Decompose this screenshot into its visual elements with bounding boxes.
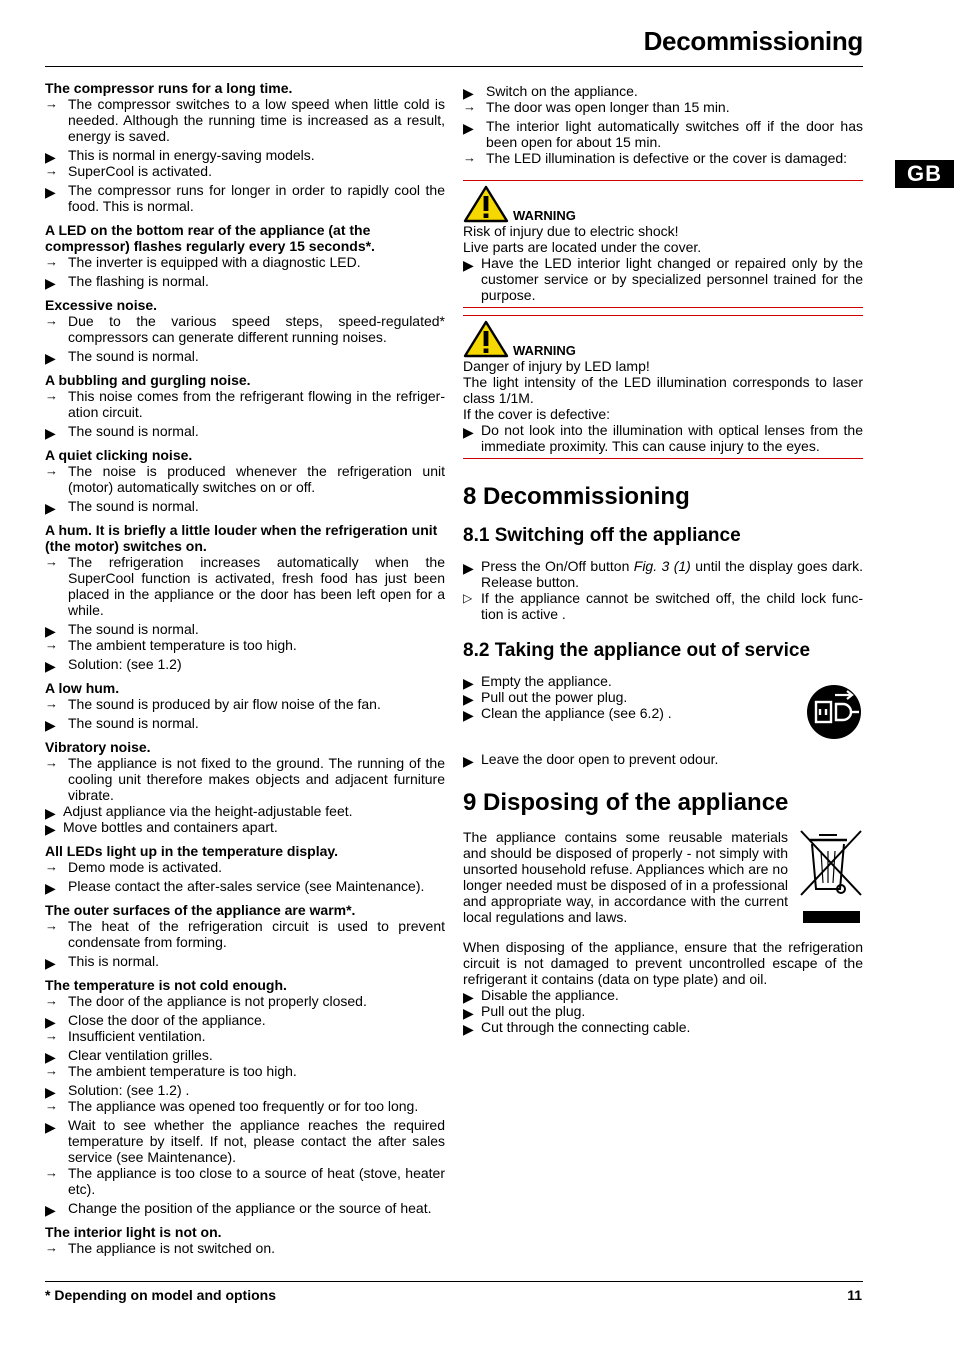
list-item: ▶ Pull out the power plug. [463, 689, 628, 707]
header-rule [45, 66, 863, 67]
list-item: ▶ Please contact the after-sales service (see Maintenance). [45, 878, 425, 896]
list-item: ▶ This is normal. [45, 953, 160, 971]
problem-heading: Excessive noise. [45, 297, 158, 313]
list-item: → The appliance was opened too frequently or for too long. [45, 1098, 419, 1114]
list-item: → The inverter is equipped with a diagnostic LED. [45, 254, 361, 270]
list-item: → The refrigeration increases automatically when the SuperCool function is activated, fresh food has just been placed in the appliance or the door has been left open for a while. [45, 554, 445, 618]
list-item: → The appliance is not switched on. [45, 1240, 276, 1256]
list-item: → The noise is produced whenever the refrigeration unit (motor) automatically switches on or off. [45, 463, 445, 495]
list-item: ▶ Clean the appliance (see 6.2) . [463, 705, 672, 723]
warning-label: WARNING [513, 343, 576, 358]
list-item: ▶ Leave the door open to prevent odour. [463, 751, 719, 769]
list-item: → This noise comes from the refrigerant flowing in the refriger-ation circuit. [45, 388, 445, 420]
warning-text: Risk of injury due to electric shock! [463, 223, 679, 239]
list-item: ▶ Clear ventilation grilles. [45, 1047, 213, 1065]
list-item: ▶ Wait to see whether the appliance reaches the required temperature by itself. If not, please contact the after sales service (see Maintenance). [45, 1117, 445, 1165]
interior-light-items [463, 83, 863, 166]
list-item: → Due to the various speed steps, speed-regulated* compressors can generate different running noises. [45, 313, 445, 345]
problem-heading: All LEDs light up in the temperature display. [45, 843, 339, 859]
problem-heading: Vibratory noise. [45, 739, 151, 755]
figure-reference: Fig. 3 (1) [633, 558, 691, 574]
list-item: ▶ The sound is normal. [45, 348, 199, 366]
problem-heading: A hum. It is briefly a little louder when the refrigeration unit (the motor) switches on. [45, 522, 438, 554]
troubleshooting-column [45, 80, 445, 1256]
list-item: ▶ The sound is normal. [45, 621, 199, 639]
switch-off-step: ▶ Press the On/Off button Fig. 3 (1) until the display goes dark. Release button. [463, 558, 864, 590]
warning-text: Live parts are located under the cover. [463, 239, 702, 255]
section-8-heading: 8 Decommissioning [463, 483, 690, 510]
list-item: ▶ The sound is normal. [45, 715, 199, 733]
list-item: ▶ The sound is normal. [45, 423, 199, 441]
list-item: ▶ The flashing is normal. [45, 273, 209, 291]
warning-text: Danger of injury by LED lamp! [463, 358, 650, 374]
right-column [463, 80, 863, 1035]
list-item: → The sound is produced by air flow noise of the fan. [45, 696, 381, 712]
warning-step: ▶ Do not look into the illumination with optical lenses from the immediate proximity. This can cause injury to the eyes. [463, 422, 863, 454]
problem-heading: The compressor runs for a long time. [45, 80, 293, 96]
list-item: → The ambient temperature is too high. [45, 637, 297, 653]
section-9-heading: 9 Disposing of the appliance [463, 789, 789, 816]
list-item: ▶ Cut through the connecting cable. [463, 1019, 691, 1037]
problem-heading: A LED on the bottom rear of the appliance (at the compressor) flashes regularly every 15 seconds*. [45, 222, 375, 254]
footer-rule [45, 1281, 863, 1282]
list-item: → The compressor switches to a low speed when little cold is needed. Although the running time is increased as a result, energy is saved. [45, 96, 445, 144]
problem-heading: A low hum. [45, 680, 120, 696]
problem-heading: A quiet clicking noise. [45, 447, 193, 463]
switch-off-result: ▷ If the appliance cannot be switched off, the child lock func-tion is active . [463, 590, 863, 622]
page-title: Decommissioning [643, 26, 863, 56]
warning-box-led [463, 315, 863, 459]
list-item: ▶ The sound is normal. [45, 498, 199, 516]
list-item: ▶ Adjust appliance via the height-adjustable feet. [45, 803, 353, 821]
list-item: ▶ Close the door of the appliance. [45, 1012, 266, 1030]
list-item: ▶ Solution: (see 1.2) . [45, 1082, 190, 1100]
list-item: ▶ The interior light automatically switches off if the door has been open for about 15 min. [463, 118, 863, 150]
list-item: → The heat of the refrigeration circuit is used to prevent condensate from forming. [45, 918, 445, 950]
list-item: → Demo mode is activated. [45, 859, 223, 875]
page-number: 11 [847, 1287, 862, 1303]
warning-triangle-icon [463, 320, 509, 358]
list-item: ▶ Switch on the appliance. [463, 83, 638, 101]
disposal-paragraph: The appliance contains some reusable materials and should be disposed of properly - not simply with unsorted household refuse. Appliances which are no longer needed must be disposed of in a professional and appropriate way, in accordance with the current local regulations and laws. [463, 829, 788, 925]
problem-heading: The outer surfaces of the appliance are warm*. [45, 902, 356, 918]
warning-box-electric [463, 180, 863, 308]
disposal-block [463, 829, 863, 925]
list-item: → The appliance is not fixed to the ground. The running of the cooling unit therefore makes objects and adjacent furniture vibrate. [45, 755, 445, 803]
list-item: ▶ Solution: (see 1.2) [45, 656, 182, 674]
list-item: → The ambient temperature is too high. [45, 1063, 297, 1079]
list-item: ▶ This is normal in energy-saving models. [45, 147, 315, 165]
list-item: ▶ Empty the appliance. [463, 673, 612, 691]
list-item: → SuperCool is activated. [45, 163, 212, 179]
section-8-2-heading: 8.2 Taking the appliance out of service [463, 640, 811, 661]
out-of-service-steps [463, 673, 863, 767]
list-item: → The door was open longer than 15 min. [463, 99, 730, 115]
warning-label: WARNING [513, 208, 576, 223]
warning-step: ▶ Have the LED interior light changed or repaired only by the customer service or by specialized personnel trained for the purpose. [463, 255, 863, 303]
list-item: → The appliance is too close to a source of heat (stove, heater etc). [45, 1165, 445, 1197]
list-item: → Insufficient ventilation. [45, 1028, 206, 1044]
warning-text: If the cover is defective: [463, 406, 611, 422]
list-item: ▶ Move bottles and containers apart. [45, 819, 278, 837]
list-item: ▶ Disable the appliance. [463, 987, 619, 1005]
warning-text: The light intensity of the LED illumination corresponds to laser class 1/1M. [463, 374, 863, 406]
section-8-1-heading: 8.1 Switching off the appliance [463, 525, 741, 546]
disposal-paragraph: When disposing of the appliance, ensure that the refrigeration circuit is not damaged to prevent uncontrolled escape of the refrigerant it contains (data on type plate) and oil. [463, 939, 863, 987]
list-item: ▶ The compressor runs for longer in order to rapidly cool the food. This is normal. [45, 182, 445, 214]
footer-note: * Depending on model and options [45, 1287, 276, 1303]
problem-heading: A bubbling and gurgling noise. [45, 372, 251, 388]
crossed-bin-icon [799, 825, 863, 925]
list-item: → The LED illumination is defective or the cover is damaged: [463, 150, 848, 166]
problem-heading: The temperature is not cold enough. [45, 977, 287, 993]
list-item: ▶ Pull out the plug. [463, 1003, 586, 1021]
language-tab: GB [895, 160, 954, 188]
list-item: ▶ Change the position of the appliance or the source of heat. [45, 1200, 432, 1218]
problem-heading: The interior light is not on. [45, 1224, 222, 1240]
list-item: → The door of the appliance is not properly closed. [45, 993, 367, 1009]
unplug-icon [805, 683, 863, 741]
warning-triangle-icon [463, 185, 509, 223]
